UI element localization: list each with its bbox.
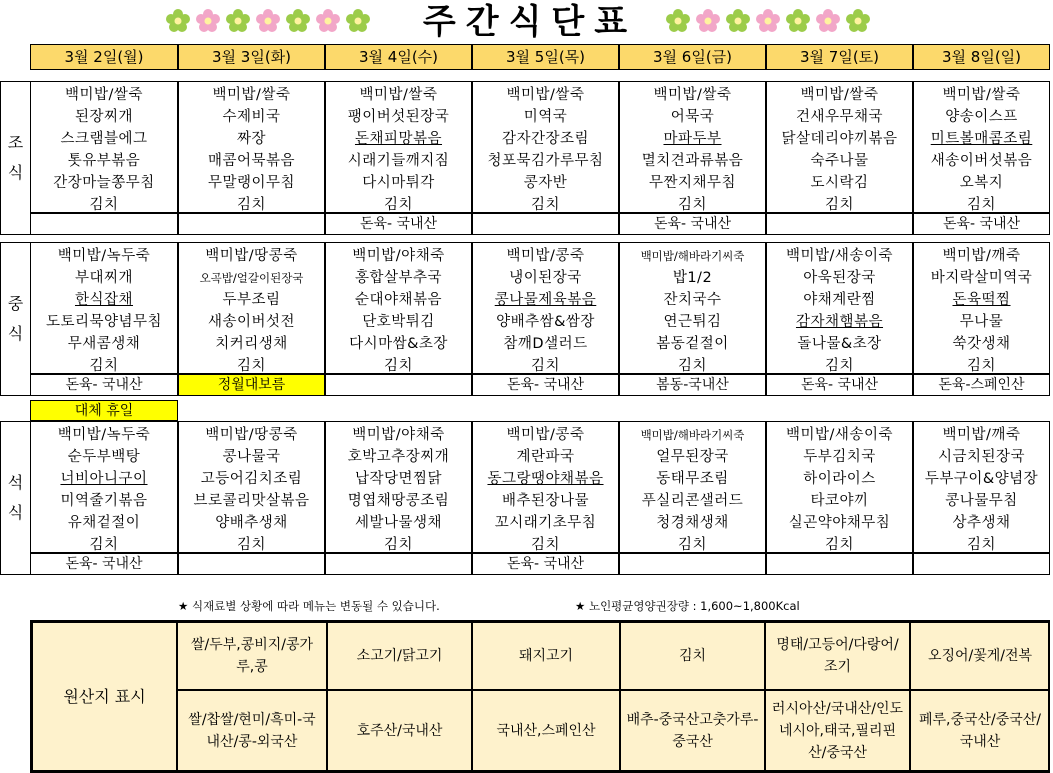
- menu-item: 홍합살부추국: [354, 270, 443, 286]
- menu-item: 다시마튀각: [362, 175, 435, 191]
- menu-item: 백미밥/콩죽: [506, 248, 585, 264]
- dinner-menu-cell: [913, 421, 1050, 553]
- menu-item: 백미밥/쌀죽: [65, 87, 143, 103]
- menu-item: 미역국: [523, 109, 568, 125]
- flower-icon: [785, 8, 811, 34]
- breakfast-origin-cell: [766, 213, 913, 235]
- dinner-menu-cell: [325, 421, 472, 553]
- menu-item: 참깨D샐러드: [503, 336, 588, 352]
- origin-cell: 쌀/두부,콩비지/콩가루,콩: [177, 622, 327, 690]
- menu-item: 백미밥/새송이죽: [786, 427, 893, 443]
- breakfast-origin-cell: [178, 213, 325, 235]
- menu-item: 무말랭이무침: [207, 175, 296, 191]
- menu-item: 백미밥/녹두죽: [57, 427, 151, 443]
- menu-item: 백미밥/쌀죽: [212, 87, 291, 103]
- menu-item: 아욱된장국: [803, 270, 876, 286]
- menu-item: 콩나물무침: [945, 493, 1018, 509]
- breakfast-origin-cell: 돈육- 국내산: [619, 213, 766, 235]
- menu-item: 백미밥/쌀죽: [506, 87, 585, 103]
- lunch-menu-cell: [619, 242, 766, 374]
- menu-item: 얼무된장국: [656, 449, 729, 465]
- lunch-menu-cell: [30, 242, 178, 374]
- lunch-menu-cell: [472, 242, 619, 374]
- menu-item: 밥1/2: [672, 270, 713, 286]
- menu-item: 김치: [966, 197, 996, 213]
- menu-item: 매콤어묵볶음: [207, 153, 296, 169]
- dinner-menu-cell: [619, 421, 766, 553]
- menu-item: 돈육떡찜: [952, 292, 1011, 308]
- menu-item: 콩자반: [523, 175, 568, 191]
- menu-item: 백미밥/쌀죽: [653, 87, 732, 103]
- lunch-origin-cell: 봄동-국내산: [619, 374, 766, 396]
- menu-item: 양배추생채: [215, 515, 288, 531]
- flower-icon: [195, 8, 221, 34]
- menu-item: 닭살데리야끼볶음: [781, 131, 898, 147]
- menu-item: 짜장: [236, 131, 266, 147]
- menu-item: 김치: [966, 358, 996, 374]
- origin-cell: 러시아산/국내산/인도네시아,태국,필리핀산/중국산: [765, 690, 910, 771]
- menu-item: 양배추쌈&쌈장: [496, 314, 595, 330]
- lunch-menu-cell: [913, 242, 1050, 374]
- menu-item: 백미밥/쌀죽: [942, 87, 1021, 103]
- menu-item: 백미밥/땅콩죽: [205, 427, 298, 443]
- menu-item: 배추된장나물: [501, 493, 590, 509]
- menu-item: 백미밥/해바라기씨죽: [640, 428, 745, 442]
- menu-item: 백미밥/쌀죽: [359, 87, 438, 103]
- day-header: 3월 3일(화): [178, 44, 325, 70]
- menu-item: 무짠지채무침: [648, 175, 737, 191]
- menu-item: 김치: [966, 537, 996, 553]
- menu-item: 하이라이스: [803, 471, 876, 487]
- menu-item: 김치: [677, 358, 707, 374]
- flower-icon: [845, 8, 871, 34]
- menu-item: 시래기들깨지짐: [347, 153, 450, 169]
- breakfast-menu-cell: [619, 81, 766, 213]
- menu-item: 김치: [383, 197, 413, 213]
- menu-item: 백미밥/새송이죽: [786, 248, 893, 264]
- lunch-menu-cell: [325, 242, 472, 374]
- menu-item: 간장마늘쫑무침: [53, 175, 155, 191]
- lunch-origin-cell: [325, 374, 472, 396]
- flower-icon: [225, 8, 251, 34]
- menu-item: 김치: [824, 197, 854, 213]
- menu-item: 단호박튀김: [362, 314, 435, 330]
- menu-item: 김치: [677, 197, 707, 213]
- menu-item: 멸치견과류볶음: [641, 153, 744, 169]
- flower-icon: [165, 8, 191, 34]
- flower-icon: [345, 8, 371, 34]
- lunch-origin-cell: 돈육- 국내산: [472, 374, 619, 396]
- menu-item: 꼬시래기초무침: [494, 515, 597, 531]
- menu-item: 도토리묵양념무침: [45, 314, 163, 330]
- menu-item: 김치: [89, 537, 119, 553]
- menu-item: 오곡밥/얼갈이된장국: [199, 271, 304, 285]
- menu-item: 봄동겉절이: [656, 336, 729, 352]
- menu-item: 상추생채: [952, 515, 1011, 531]
- origin-cell: 오징어/꽃게/전복: [910, 622, 1050, 690]
- menu-item: 청경채생채: [656, 515, 729, 531]
- menu-item: 계란파국: [516, 449, 575, 465]
- menu-item: 톳유부볶음: [67, 153, 141, 169]
- dinner-menu-cell: [766, 421, 913, 553]
- menu-item: 치커리생채: [215, 336, 288, 352]
- meal-label-char: 중: [7, 294, 24, 313]
- page-title: 주간식단표: [422, 2, 638, 42]
- breakfast-origin-cell: 돈육- 국내산: [913, 213, 1050, 235]
- origin-cell: 국내산,스페인산: [472, 690, 620, 771]
- breakfast-menu-cell: [178, 81, 325, 213]
- menu-item: 건새우무채국: [795, 109, 884, 125]
- dinner-origin-cell: [913, 553, 1050, 575]
- menu-item: 고등어김치조림: [200, 471, 303, 487]
- breakfast-menu-cell: [766, 81, 913, 213]
- menu-item: 너비아니구이: [60, 471, 148, 487]
- menu-item: 김치: [236, 537, 266, 553]
- lunch-origin-cell: 돈육- 국내산: [766, 374, 913, 396]
- menu-item: 잔치국수: [663, 292, 722, 308]
- menu-item: 청포묵김가루무침: [487, 153, 604, 169]
- menu-item: 동태무조림: [656, 471, 729, 487]
- menu-item: 김치: [677, 537, 707, 553]
- menu-item: 명엽채땅콩조림: [347, 493, 450, 509]
- menu-item: 미역줄기볶음: [60, 493, 148, 509]
- menu-item: 백미밥/쌀죽: [800, 87, 879, 103]
- origin-table: [30, 620, 1050, 773]
- menu-item: 김치: [530, 358, 560, 374]
- flower-icon: [285, 8, 311, 34]
- origin-cell: 페루,중국산/중국산/국내산: [910, 690, 1050, 771]
- menu-item: 백미밥/깨죽: [942, 248, 1021, 264]
- dinner-menu-cell: [472, 421, 619, 553]
- menu-item: 납작당면찜닭: [354, 471, 443, 487]
- menu-item: 콩나물국: [222, 449, 281, 465]
- day-header: 3월 5일(목): [472, 44, 619, 70]
- menu-item: 김치: [824, 537, 854, 553]
- menu-item: 세발나물생채: [354, 515, 443, 531]
- menu-item: 두부김치국: [803, 449, 876, 465]
- menu-item: 도시락김: [810, 175, 869, 191]
- origin-cell: 쌀/찹쌀/현미/흑미-국내산/콩-외국산: [177, 690, 327, 771]
- menu-item: 순대야채볶음: [354, 292, 443, 308]
- breakfast-origin-cell: [30, 213, 178, 235]
- meal-label-char: 식: [7, 324, 24, 343]
- menu-item: 백미밥/야채죽: [352, 248, 445, 264]
- menu-item: 다시마쌈&초장: [349, 336, 448, 352]
- lunch-menu-cell: [766, 242, 913, 374]
- menu-item: 무나물: [959, 314, 1004, 330]
- menu-item: 미트볼매콤조림: [930, 131, 1033, 147]
- menu-item: 마파두부: [663, 131, 722, 147]
- dinner-menu-cell: [178, 421, 325, 553]
- flower-icon: [315, 8, 341, 34]
- menu-item: 된장찌개: [74, 109, 134, 125]
- title-bar: [0, 0, 1053, 42]
- menu-item: 냉이된장국: [509, 270, 582, 286]
- note-text: ★ 노인평균영양권장량 : 1,600~1,800Kcal: [575, 599, 800, 613]
- menu-item: 돌나물&초장: [797, 336, 882, 352]
- holiday-label: 대체 휴일: [30, 400, 178, 421]
- menu-item: 새송이버섯볶음: [930, 153, 1033, 169]
- day-header: 3월 6일(금): [619, 44, 766, 70]
- lunch-menu-cell: [178, 242, 325, 374]
- menu-item: 유채겉절이: [67, 515, 141, 531]
- menu-item: 김치: [89, 358, 119, 374]
- origin-title: 원산지 표시: [32, 622, 177, 771]
- flower-icon: [255, 8, 281, 34]
- menu-item: 콩나물제육볶음: [494, 292, 597, 308]
- dinner-origin-cell: [178, 553, 325, 575]
- menu-item: 김치: [383, 537, 413, 553]
- menu-item: 숙주나물: [810, 153, 869, 169]
- menu-item: 실곤약야채무침: [788, 515, 891, 531]
- day-header: 3월 7일(토): [766, 44, 913, 70]
- menu-item: 김치: [89, 197, 119, 213]
- breakfast-label: [0, 81, 30, 235]
- menu-item: 두부조림: [222, 292, 281, 308]
- menu-item: 돈채피망볶음: [354, 131, 443, 147]
- menu-item: 김치: [383, 358, 413, 374]
- menu-item: 쑥갓생채: [952, 336, 1011, 352]
- menu-item: 감자채햄볶음: [795, 314, 884, 330]
- origin-cell: 호주산/국내산: [327, 690, 472, 771]
- day-header: 3월 4일(수): [325, 44, 472, 70]
- menu-item: 오복지: [959, 175, 1004, 191]
- menu-item: 동그랑땡야채볶음: [487, 471, 604, 487]
- menu-item: 백미밥/녹두죽: [57, 248, 151, 264]
- breakfast-menu-cell: [325, 81, 472, 213]
- lunch-origin-cell: 정월대보름: [178, 374, 325, 396]
- flower-icon: [755, 8, 781, 34]
- menu-item: 스크램블에그: [60, 131, 148, 147]
- menu-item: 브로콜리맛살볶음: [193, 493, 310, 509]
- menu-item: 새송이버섯전: [207, 314, 296, 330]
- lunch-origin-cell: 돈육-스페인산: [913, 374, 1050, 396]
- breakfast-menu-cell: [30, 81, 178, 213]
- day-header: 3월 2일(월): [30, 44, 178, 70]
- menu-item: 부대찌개: [74, 270, 134, 286]
- meal-label-char: 조: [7, 133, 24, 152]
- menu-item: 백미밥/야채죽: [352, 427, 445, 443]
- menu-item: 김치: [236, 197, 266, 213]
- meal-label-char: 식: [7, 503, 24, 522]
- menu-item: 양송이스프: [945, 109, 1018, 125]
- meal-label-char: 식: [7, 163, 24, 182]
- note-text: ★ 식재료별 상황에 따라 메뉴는 변동될 수 있습니다.: [178, 599, 440, 613]
- dinner-menu-cell: [30, 421, 178, 553]
- menu-item: 야채계란찜: [803, 292, 876, 308]
- menu-item: 수제비국: [222, 109, 281, 125]
- lunch-label: [0, 242, 30, 396]
- dinner-origin-cell: 돈육- 국내산: [30, 553, 178, 575]
- menu-item: 김치: [236, 358, 266, 374]
- menu-item: 푸실리콘샐러드: [641, 493, 744, 509]
- menu-item: 한식잡채: [74, 292, 134, 308]
- origin-cell: 배추-중국산고춧가루-중국산: [620, 690, 765, 771]
- menu-item: 김치: [530, 197, 560, 213]
- menu-item: 김치: [824, 358, 854, 374]
- flower-icon: [695, 8, 721, 34]
- menu-item: 팽이버섯된장국: [347, 109, 450, 125]
- breakfast-menu-cell: [913, 81, 1050, 213]
- breakfast-menu-cell: [472, 81, 619, 213]
- menu-item: 백미밥/땅콩죽: [205, 248, 298, 264]
- menu-item: 어묵국: [670, 109, 715, 125]
- origin-cell: 소고기/닭고기: [327, 622, 472, 690]
- dinner-origin-cell: [766, 553, 913, 575]
- menu-item: 시금치된장국: [937, 449, 1026, 465]
- breakfast-origin-cell: [472, 213, 619, 235]
- origin-cell: 김치: [620, 622, 765, 690]
- dinner-origin-cell: [619, 553, 766, 575]
- menu-item: 백미밥/콩죽: [506, 427, 585, 443]
- meal-label-char: 석: [7, 473, 24, 492]
- dinner-origin-cell: [325, 553, 472, 575]
- menu-item: 무새콤생채: [67, 336, 141, 352]
- menu-item: 타코야끼: [810, 493, 869, 509]
- flower-icon: [725, 8, 751, 34]
- menu-item: 호박고추장찌개: [347, 449, 450, 465]
- day-header: 3월 8일(일): [913, 44, 1050, 70]
- origin-cell: 명태/고등어/다랑어/조기: [765, 622, 910, 690]
- menu-item: 연근튀김: [663, 314, 722, 330]
- menu-item: 백미밥/깨죽: [942, 427, 1021, 443]
- menu-item: 바지락살미역국: [930, 270, 1033, 286]
- menu-item: 두부구이&양념장: [924, 471, 1039, 487]
- menu-item: 순두부백탕: [67, 449, 141, 465]
- menu-item: 김치: [530, 537, 560, 553]
- lunch-origin-cell: 돈육- 국내산: [30, 374, 178, 396]
- dinner-label: [0, 421, 30, 575]
- breakfast-origin-cell: 돈육- 국내산: [325, 213, 472, 235]
- dinner-origin-cell: 돈육- 국내산: [472, 553, 619, 575]
- origin-cell: 돼지고기: [472, 622, 620, 690]
- flower-icon: [815, 8, 841, 34]
- menu-item: 감자간장조림: [501, 131, 590, 147]
- menu-item: 백미밥/해바라기씨죽: [640, 249, 745, 263]
